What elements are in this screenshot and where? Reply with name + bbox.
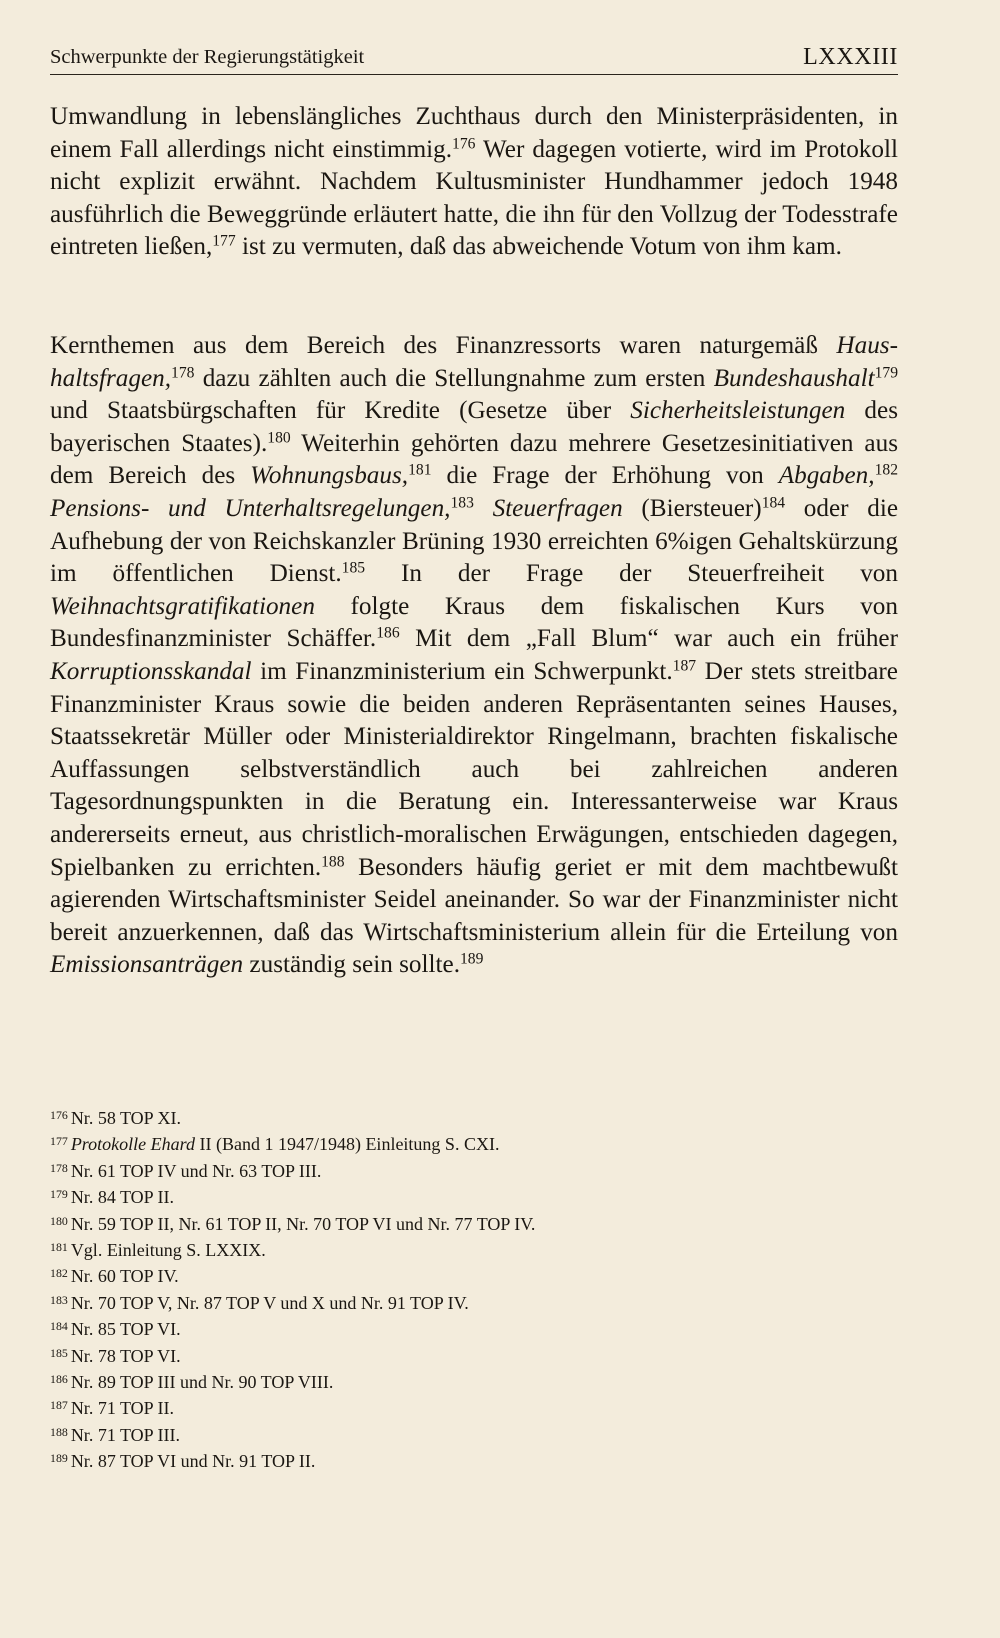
text-run: die Frage der Erhöhung von [431, 462, 779, 490]
footnote-ref-179[interactable]: 179 [874, 364, 898, 382]
footnote-189: $^{189}$ Nr. 87 TOP VI und Nr. 91 TOP II. [50, 1451, 316, 1472]
footnote-ref-182[interactable]: 182 [874, 461, 898, 479]
footnote-187: $^{187}$ Nr. 71 TOP II. [50, 1398, 174, 1419]
italic-term: Pensions- und Unterhaltsregelungen, [50, 494, 451, 522]
italic-term: Haushaltsfragen, [50, 332, 898, 392]
italic-term: Weihnachtsgratifikationen [50, 592, 315, 620]
text-run: Besonders häufig geriet er mit dem machtbewußt agierenden Wirtschaftsminister Seidel aneinander. So war der Finanzminister nicht bereit anzuerkennen, daß das Wirtschaftsministerium allein für die Erteilung von [50, 853, 899, 946]
italic-term: Abgaben, [778, 462, 875, 490]
text-run: Mit dem „Fall Blum“ war auch ein früher [399, 625, 899, 653]
italic-term: Bundeshaushalt [713, 364, 875, 392]
text-run [474, 495, 493, 522]
footnote-183: $^{183}$ Nr. 70 TOP V, Nr. 87 TOP V und X und Nr. 91 TOP IV. [50, 1292, 469, 1313]
footnote-ref-183[interactable]: 183 [450, 494, 474, 512]
text-run: im Finanzministerium ein Schwerpunkt. [251, 657, 673, 685]
footnote-182: $^{182}$ Nr. 60 TOP IV. [50, 1266, 179, 1287]
italic-term: Steuerfragen [492, 494, 623, 522]
italic-term: Emissionsanträgen [50, 951, 244, 979]
footnote-184: $^{184}$ Nr. 85 TOP VI. [50, 1319, 181, 1340]
footnote-ref-181[interactable]: 181 [408, 461, 432, 479]
text-run: Weiterhin gehörten dazu mehrere Gesetzesinitiativen aus dem Bereich des [50, 429, 898, 490]
running-head-title: Schwerpunkte der Regierungstätigkeit [50, 46, 365, 68]
footnote-180: $^{180}$ Nr. 59 TOP II, Nr. 61 TOP II, Nr. 70 TOP VI und Nr. 77 TOP IV. [50, 1213, 536, 1234]
footnote-ref-180[interactable]: 180 [267, 429, 291, 447]
footnote-ref-177[interactable]: 177 [212, 232, 236, 250]
text-run: In der Frage der Steuerfreiheit von [365, 560, 898, 588]
footnote-ref-186[interactable]: 186 [376, 624, 400, 642]
running-head [50, 40, 898, 75]
footnote-178: $^{178}$ Nr. 61 TOP IV und Nr. 63 TOP III. [50, 1160, 322, 1181]
footnote-176: $^{176}$ Nr. 58 TOP XI. [50, 1107, 181, 1128]
page-number: LXXXIII [803, 44, 898, 70]
footnote-181: $^{181}$ Vgl. Einleitung S. LXXIX. [50, 1239, 266, 1260]
text-run: (Biersteuer) [622, 494, 762, 522]
footnote-ref-187[interactable]: 187 [672, 657, 697, 675]
text-run: und Staatsbürgschaften für Kredite (Gesetze über [50, 397, 631, 425]
text-run: Kernthemen aus dem Bereich des Finanzressorts waren naturgemäß [50, 332, 837, 359]
text-run: ist zu vermuten, daß das abweichende Votum von ihm kam. [235, 233, 842, 261]
footnote-179: $^{179}$ Nr. 84 TOP II. [50, 1187, 174, 1208]
text-run: folgte Kraus dem fiskalischen Kurs von Bundesfinanzminister Schäffer. [50, 592, 898, 653]
text-run: zuständig sein sollte. [243, 951, 460, 979]
text-run: Der stets streitbare Finanzminister Kraus sowie die beiden anderen Repräsentanten seines Hauses, Staatssekretär Müller oder Ministerialdirektor Ringelmann, brachten fiskalische Auffassungen selbstverständlich auch bei zahlreichen anderen Tagesordnungspunkten in die Beratung ein. Interessanterweise war Kraus andererseits erneut, aus christlich-moralischen Erwägungen, entschieden dagegen, Spielbanken zu errichten. [50, 657, 898, 881]
text-run: des bayerischen Staates). [50, 397, 898, 457]
footnote-ref-189[interactable]: 189 [460, 950, 484, 968]
italic-term: Wohnungsbaus, [250, 462, 409, 490]
footnote-ref-178[interactable]: 178 [171, 364, 195, 382]
text-run: Umwandlung in lebenslängliches Zuchthaus durch den Ministerpräsidenten, in einem Fall allerdings nicht einstimmig. [50, 103, 898, 163]
footnote-185: $^{185}$ Nr. 78 TOP VI. [50, 1345, 181, 1366]
text-run: oder die Aufhebung der von Reichskanzler Brüning 1930 erreichten 6%igen Gehaltskürzung im öffentlichen Dienst. [50, 494, 899, 588]
footnote-ref-185[interactable]: 185 [341, 559, 366, 577]
footnote-ref-176[interactable]: 176 [452, 135, 476, 153]
italic-term: Korruptionsskandal [50, 657, 252, 685]
paragraph-2 [50, 330, 898, 982]
footnote-ref-188[interactable]: 188 [321, 852, 345, 870]
text-run: Wer dagegen votierte, wird im Protokoll nicht explizit erwähnt. Nachdem Kultusminister Hundhammer jedoch 1948 ausführlich die Beweggründe erläutert hatte, die ihn für den Vollzug der Todesstrafe eintreten ließen, [50, 135, 898, 261]
footnote-186: $^{186}$ Nr. 89 TOP III und Nr. 90 TOP VIII. [50, 1371, 334, 1392]
footnotes [50, 1104, 898, 1473]
text-run: dazu zählten auch die Stellungnahme zum ersten [194, 364, 714, 392]
footnote-177: $^{177}$ Protokolle Ehard II (Band 1 1947/1948) Einleitung S. CXI. [50, 1134, 500, 1155]
footnote-ref-184[interactable]: 184 [761, 494, 786, 512]
paragraph-1 [50, 101, 898, 264]
italic-term: Sicherheitsleistungen [630, 397, 846, 425]
footnote-188: $^{188}$ Nr. 71 TOP III. [50, 1424, 180, 1445]
